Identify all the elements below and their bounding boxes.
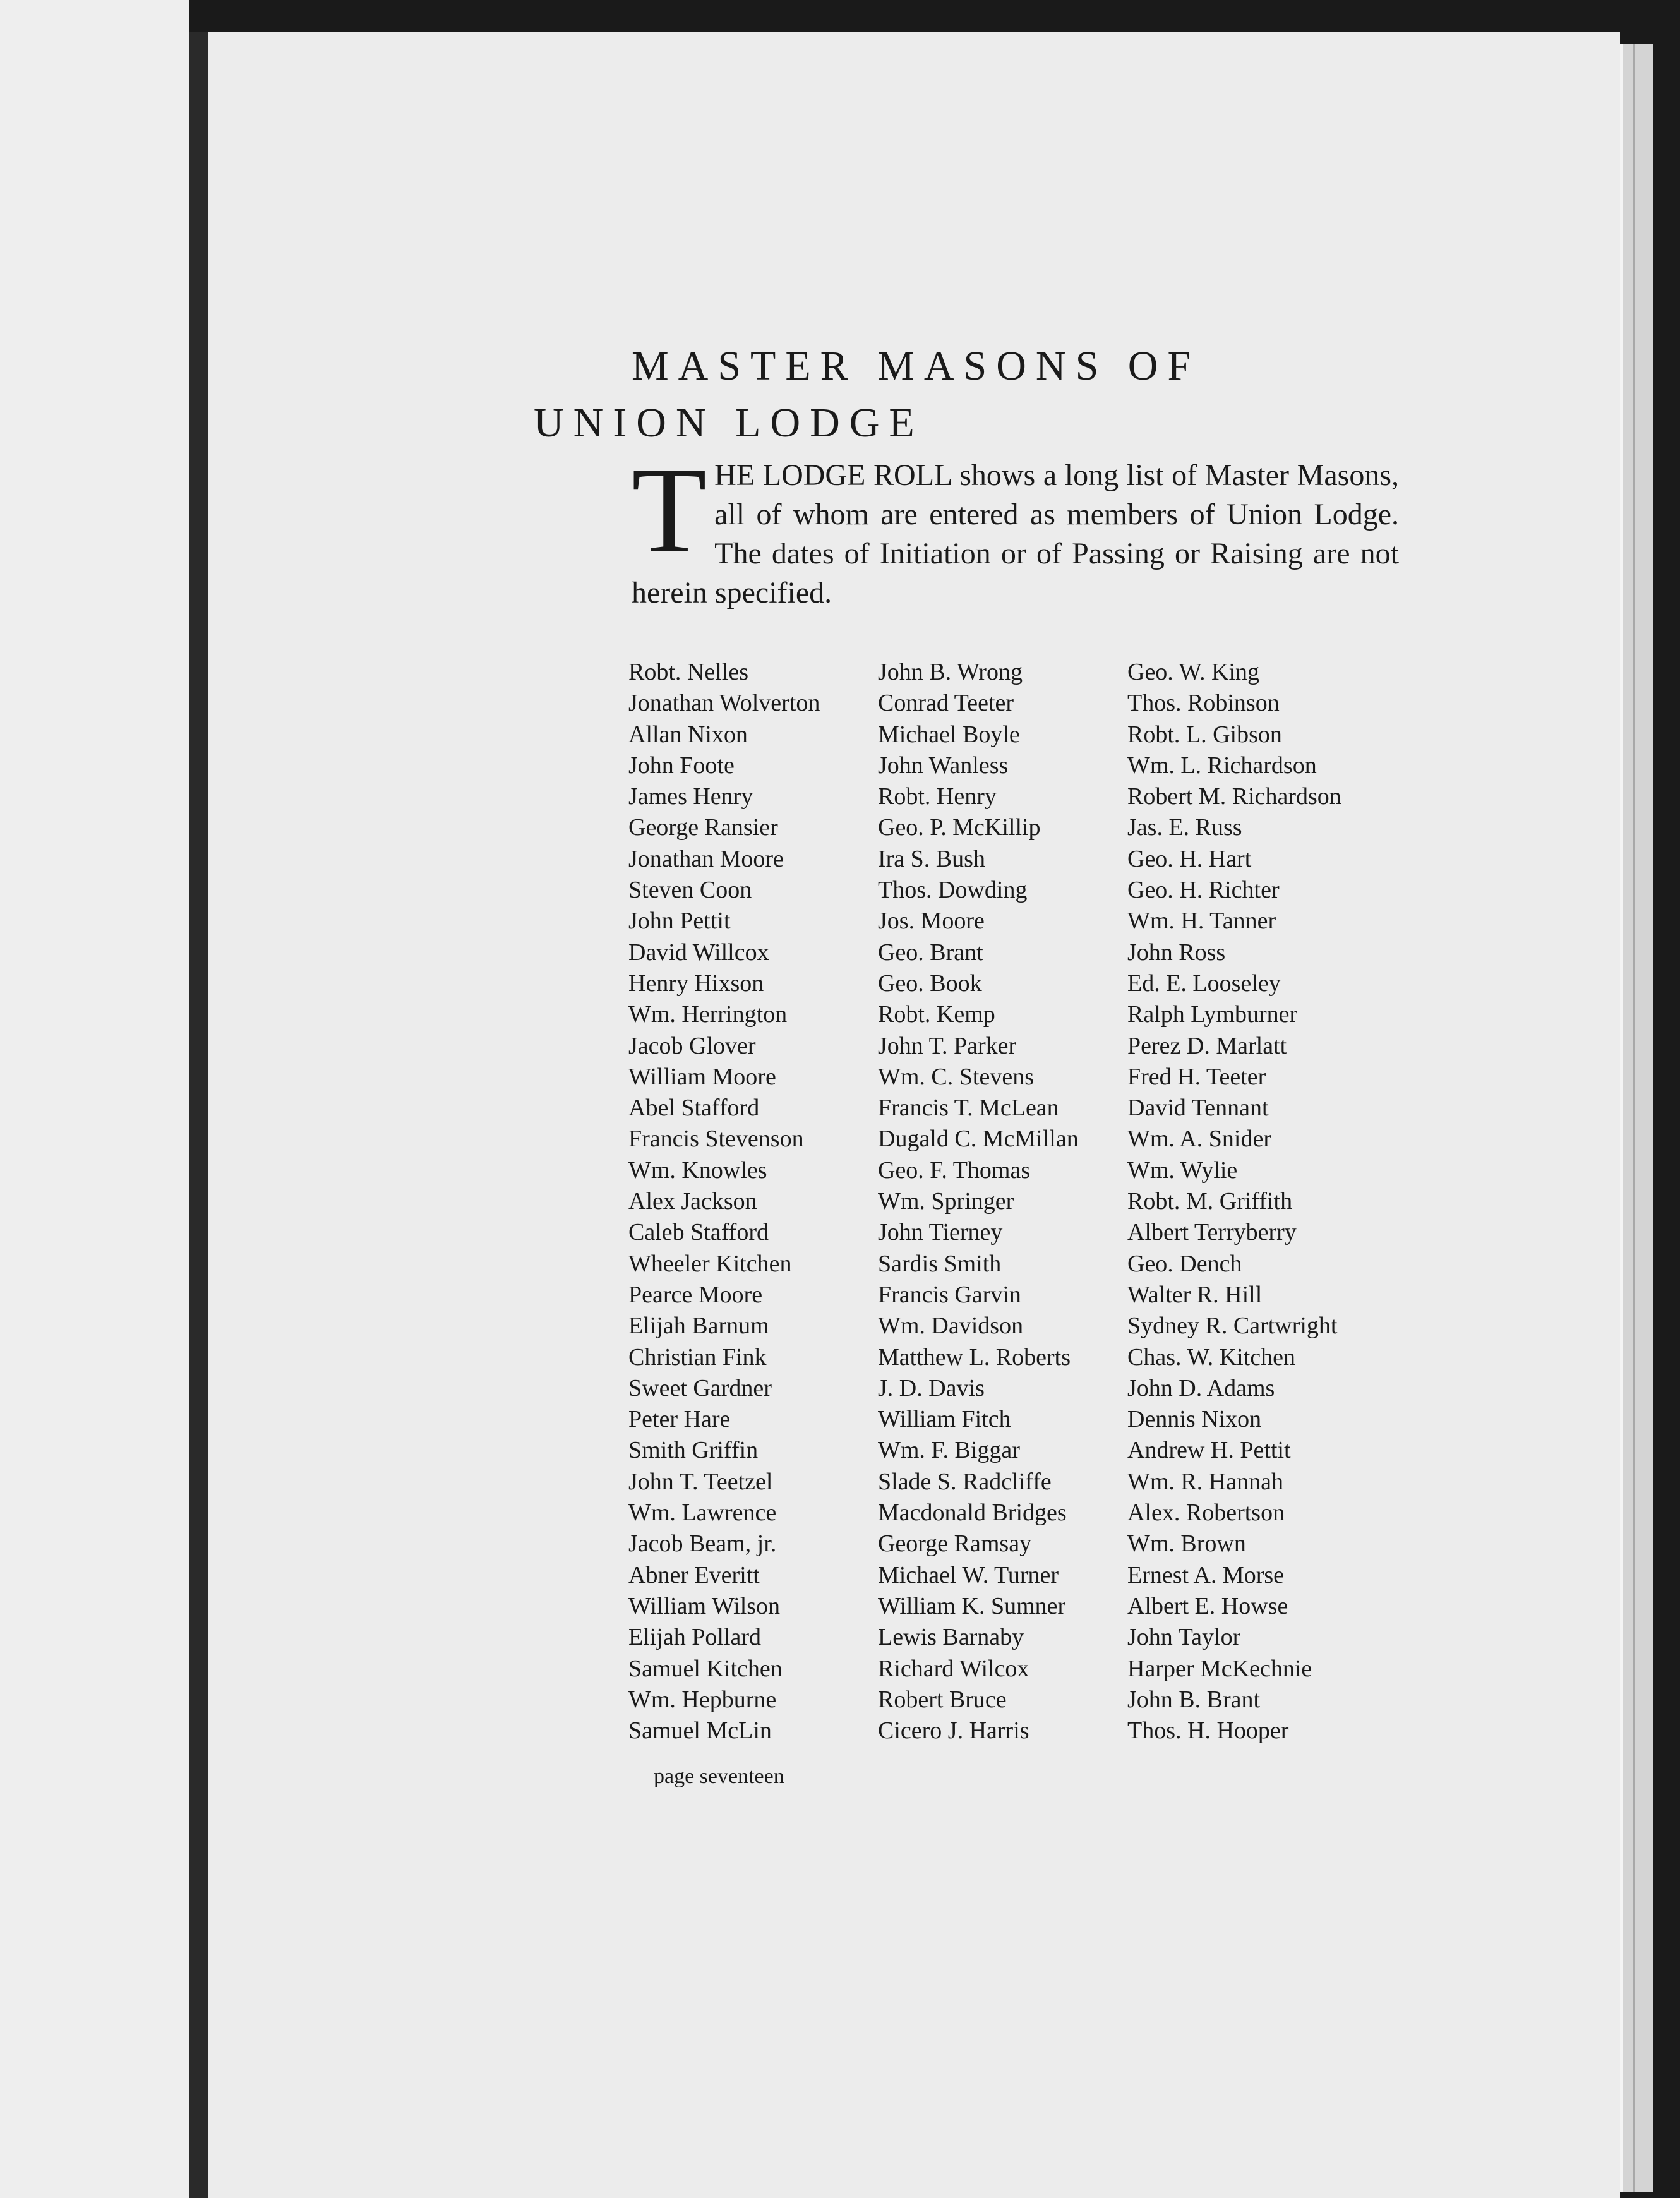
- roll-entry: Wm. A. Snider: [1127, 1126, 1271, 1153]
- roll-entry: John B. Wrong: [878, 659, 1023, 685]
- roll-entry: Andrew H. Pettit: [1127, 1437, 1291, 1464]
- roll-entry: Elijah Pollard: [628, 1624, 762, 1651]
- roll-entry: Robert M. Richardson: [1127, 783, 1341, 810]
- roll-entry: John Taylor: [1127, 1624, 1241, 1651]
- roll-entry: Christian Fink: [628, 1343, 767, 1371]
- roll-entry: Wm. Knowles: [628, 1156, 767, 1184]
- roll-entry: Henry Hixson: [628, 970, 764, 997]
- roll-entry: Wheeler Kitchen: [628, 1250, 792, 1277]
- roll-entry: Alex Jackson: [628, 1188, 757, 1215]
- facing-page-edge: [0, 0, 189, 2198]
- roll-entry: Conrad Teeter: [878, 690, 1014, 717]
- roll-entry: Wm. Wylie: [1127, 1156, 1238, 1184]
- roll-entry: William Moore: [628, 1063, 776, 1090]
- roll-entry: David Willcox: [628, 939, 769, 966]
- page-number: page seventeen: [654, 1765, 784, 1788]
- roll-entry: Dennis Nixon: [1127, 1406, 1262, 1433]
- drop-cap: T: [632, 442, 707, 579]
- page-title: [534, 338, 1453, 452]
- roll-entry: Caleb Stafford: [628, 1219, 769, 1246]
- roll-entry: Ira S. Bush: [878, 845, 985, 872]
- roll-entry: Geo. F. Thomas: [878, 1156, 1031, 1184]
- member-roll: [628, 657, 1424, 1762]
- roll-entry: William Fitch: [878, 1406, 1011, 1433]
- roll-entry: Francis Stevenson: [628, 1126, 804, 1153]
- roll-entry: Ed. E. Looseley: [1127, 970, 1281, 997]
- roll-entry: Lewis Barnaby: [878, 1624, 1024, 1651]
- title-line-1: MASTER MASONS OF: [632, 343, 1201, 389]
- roll-entry: Robt. L. Gibson: [1127, 721, 1282, 748]
- roll-entry: William K. Sumner: [878, 1592, 1066, 1619]
- roll-entry: James Henry: [628, 783, 753, 810]
- roll-entry: Robt. M. Griffith: [1127, 1188, 1293, 1215]
- roll-entry: Peter Hare: [628, 1406, 731, 1433]
- roll-entry: Wm. H. Tanner: [1127, 908, 1276, 935]
- roll-entry: Thos. Robinson: [1127, 690, 1280, 717]
- roll-entry: Jacob Glover: [628, 1032, 756, 1059]
- roll-entry: George Ransier: [628, 814, 778, 841]
- book-gutter: [189, 32, 208, 2198]
- roll-entry: Wm. Lawrence: [628, 1499, 777, 1527]
- roll-entry: Geo. W. King: [1127, 659, 1259, 685]
- roll-entry: Wm. Hepburne: [628, 1686, 777, 1713]
- roll-entry: Sydney R. Cartwright: [1127, 1312, 1338, 1340]
- roll-entry: John T. Teetzel: [628, 1468, 773, 1495]
- roll-entry: Samuel Kitchen: [628, 1655, 783, 1682]
- roll-entry: Jos. Moore: [878, 908, 985, 935]
- roll-entry: Albert E. Howse: [1127, 1592, 1288, 1619]
- title-line-2: UNION LODGE: [534, 400, 924, 446]
- roll-entry: Smith Griffin: [628, 1437, 759, 1464]
- roll-column-1: [628, 657, 820, 1746]
- roll-entry: Richard Wilcox: [878, 1655, 1029, 1682]
- roll-entry: Francis T. McLean: [878, 1095, 1059, 1122]
- roll-entry: Cicero J. Harris: [878, 1717, 1029, 1745]
- roll-entry: Pearce Moore: [628, 1281, 763, 1308]
- roll-entry: Slade S. Radcliffe: [878, 1468, 1052, 1495]
- roll-entry: Wm. Davidson: [878, 1312, 1024, 1340]
- roll-column-3: [1127, 657, 1341, 1746]
- roll-entry: George Ramsay: [878, 1530, 1032, 1558]
- roll-entry: Michael W. Turner: [878, 1561, 1059, 1588]
- intro-text: HE LODGE ROLL shows a long list of Master Masons, all of whom are entered as members of Union Lodge. The dates of Initiation or of Passing or Raising are not herein specified.: [632, 459, 1399, 610]
- roll-entry: John B. Brant: [1127, 1686, 1261, 1713]
- roll-entry: Thos. H. Hooper: [1127, 1717, 1289, 1745]
- roll-entry: Robt. Henry: [878, 783, 997, 810]
- roll-entry: Geo. P. McKillip: [878, 814, 1041, 841]
- roll-entry: Jacob Beam, jr.: [628, 1530, 777, 1558]
- page-stack-edge: [1620, 44, 1653, 2192]
- roll-entry: John Ross: [1127, 939, 1226, 966]
- roll-entry: Walter R. Hill: [1127, 1281, 1263, 1308]
- roll-entry: John Pettit: [628, 908, 731, 935]
- roll-entry: Fred H. Teeter: [1127, 1063, 1266, 1090]
- roll-entry: J. D. Davis: [878, 1374, 985, 1402]
- roll-entry: Allan Nixon: [628, 721, 748, 748]
- roll-entry: John Foote: [628, 752, 735, 779]
- roll-entry: Wm. Brown: [1127, 1530, 1246, 1558]
- roll-column-2: [878, 657, 1079, 1746]
- roll-entry: Jonathan Wolverton: [628, 690, 820, 717]
- roll-entry: John T. Parker: [878, 1032, 1017, 1059]
- roll-entry: Sweet Gardner: [628, 1374, 772, 1402]
- roll-entry: Abel Stafford: [628, 1095, 760, 1122]
- roll-entry: Geo. Dench: [1127, 1250, 1242, 1277]
- roll-entry: Jas. E. Russ: [1127, 814, 1242, 841]
- roll-entry: Michael Boyle: [878, 721, 1020, 748]
- roll-entry: Geo. Book: [878, 970, 982, 997]
- roll-entry: Samuel McLin: [628, 1717, 772, 1745]
- roll-entry: Alex. Robertson: [1127, 1499, 1285, 1527]
- roll-entry: Ralph Lymburner: [1127, 1001, 1298, 1028]
- roll-entry: Thos. Dowding: [878, 877, 1028, 904]
- roll-entry: John Wanless: [878, 752, 1009, 779]
- intro-paragraph: [632, 442, 1399, 613]
- roll-entry: Robt. Kemp: [878, 1001, 995, 1028]
- roll-entry: Elijah Barnum: [628, 1312, 769, 1340]
- roll-entry: Abner Everitt: [628, 1561, 760, 1588]
- roll-entry: John D. Adams: [1127, 1374, 1275, 1402]
- roll-entry: Wm. Springer: [878, 1188, 1014, 1215]
- roll-entry: Albert Terryberry: [1127, 1219, 1297, 1246]
- roll-entry: Dugald C. McMillan: [878, 1126, 1079, 1153]
- roll-entry: Chas. W. Kitchen: [1127, 1343, 1295, 1371]
- roll-entry: Sardis Smith: [878, 1250, 1002, 1277]
- roll-entry: Francis Garvin: [878, 1281, 1021, 1308]
- roll-entry: Harper McKechnie: [1127, 1655, 1312, 1682]
- roll-entry: Macdonald Bridges: [878, 1499, 1067, 1527]
- roll-entry: William Wilson: [628, 1592, 781, 1619]
- roll-entry: Geo. Brant: [878, 939, 983, 966]
- roll-entry: Ernest A. Morse: [1127, 1561, 1285, 1588]
- roll-entry: Jonathan Moore: [628, 845, 784, 872]
- roll-entry: Steven Coon: [628, 877, 752, 904]
- roll-entry: Wm. F. Biggar: [878, 1437, 1020, 1464]
- roll-entry: Robert Bruce: [878, 1686, 1007, 1713]
- roll-entry: Wm. L. Richardson: [1127, 752, 1317, 779]
- roll-entry: Wm. R. Hannah: [1127, 1468, 1283, 1495]
- roll-entry: Robt. Nelles: [628, 659, 748, 685]
- roll-entry: John Tierney: [878, 1219, 1003, 1246]
- roll-entry: Matthew L. Roberts: [878, 1343, 1071, 1371]
- roll-entry: Geo. H. Hart: [1127, 845, 1252, 872]
- roll-entry: David Tennant: [1127, 1095, 1269, 1122]
- roll-entry: Wm. Herrington: [628, 1001, 788, 1028]
- roll-entry: Geo. H. Richter: [1127, 877, 1280, 904]
- roll-entry: Wm. C. Stevens: [878, 1063, 1034, 1090]
- roll-entry: Perez D. Marlatt: [1127, 1032, 1287, 1059]
